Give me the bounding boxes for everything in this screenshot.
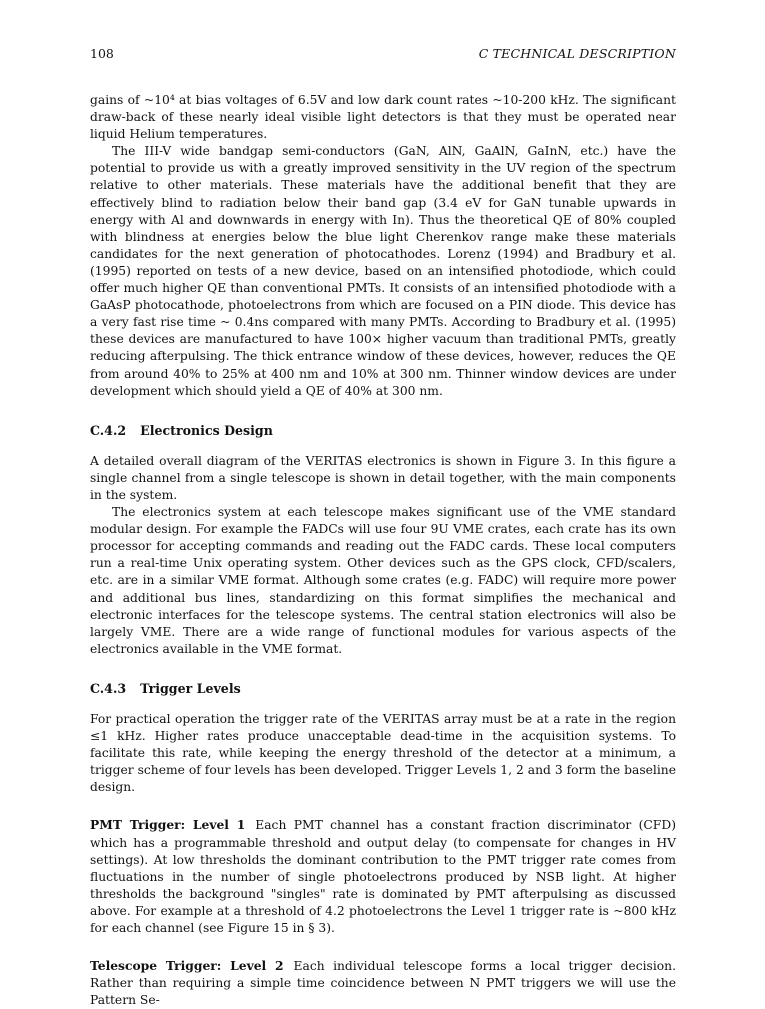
paragraph: For practical operation the trigger rate of the VERITAS array must be at a rate in the region ≤1 kHz. Higher rates produce unacceptable dead-time in the acquisition systems. To facilitate this rate, while keeping the energy threshold of the detector at a minimum, a trigger scheme of four levels has been developed. Trigger Levels 1, 2 and 3 form the baseline design. [90, 712, 676, 795]
page-number: 108 [90, 46, 114, 61]
paragraph-text: Each PMT channel has a constant fraction discriminator (CFD) which has a programmable threshold and output delay (to compensate for changes in HV settings). At low thresholds the dominant contribution to the PMT trigger rate comes from fluctuations in the number of single photoelectrons produced by NSB light. At higher thresholds the background "singles" rate is dominated by PMT afterpulsing as discussed above. For example at a threshold of 4.2 photoelectrons the Level 1 trigger rate is ~800 kHz for each channel (see Figure 15 in § 3). [90, 818, 676, 936]
section-number: C.4.2 [90, 422, 127, 438]
section-heading-c42 [90, 422, 676, 439]
body-text [90, 92, 676, 1009]
paragraph: The electronics system at each telescope makes significant use of the VME standard modular design. For example the FADCs will use four 9U VME crates, each crate has its own processor for accepting commands and reading out the FADC cards. These local computers run a real-time Unix operating system. Other devices such as the GPS clock, CFD/scalers, etc. are in a similar VME format. Although some crates (e.g. FADC) will require more power and additional bus lines, standardizing on this format simplifies the mechanical and electronic interfaces for the telescope systems. The central station electronics will also be largely VME. There are a wide range of functional modules for various aspects of the electronics available in the VME format. [90, 505, 676, 656]
paragraph: gains of ~10⁴ at bias voltages of 6.5V and low dark count rates ~10-200 kHz. The significant draw-back of these nearly ideal visible light detectors is that they must be operated near liquid Helium temperatures. [90, 93, 676, 142]
paragraph-text: Each individual telescope forms a local trigger decision. Rather than requiring a simple time coincidence between N PMT triggers we will use the Pattern Se- [90, 959, 677, 1008]
paragraph-telescope-trigger [90, 957, 676, 1009]
section-title: Electronics Design [140, 422, 273, 438]
paragraph-pmt-trigger [90, 816, 676, 937]
running-title: C TECHNICAL DESCRIPTION [478, 46, 676, 61]
runin-heading: PMT Trigger: Level 1 [90, 817, 246, 833]
section-title: Trigger Levels [140, 680, 241, 696]
paragraph: A detailed overall diagram of the VERITAS electronics is shown in Figure 3. In this figure a single channel from a single telescope is shown in detail together, with the main components in the system. [90, 453, 676, 502]
section-number: C.4.3 [90, 680, 127, 696]
running-header [90, 46, 676, 64]
runin-heading: Telescope Trigger: Level 2 [90, 958, 284, 974]
paragraph: The III-V wide bandgap semi-conductors (GaN, AlN, GaAlN, GaInN, etc.) have the potential to provide us with a greatly improved sensitivity in the UV region of the spectrum relative to other materials. These materials have the additional benefit that they are effectively blind to radiation below their band gap (3.4 eV for GaN tunable upwards in energy with Al and downwards in energy with In). Thus the theoretical QE of 80% coupled with blindness at energies below the blue light Cherenkov range make these materials candidates for the next generation of photocathodes. Lorenz (1994) and Bradbury et al. (1995) reported on tests of a new device, based on an intensified photodiode, which could offer much higher QE than conventional PMTs. It consists of an intensified photodiode with a GaAsP photocathode, photoelectrons from which are focused on a PIN diode. This device has a very fast rise time ~ 0.4ns compared with many PMTs. According to Bradbury et al. (1995) these devices are manufactured to have 100× higher vacuum than traditional PMTs, greatly reducing afterpulsing. The thick entrance window of these devices, however, reduces the QE from around 40% to 25% at 400 nm and 10% at 300 nm. Thinner window devices are under development which should yield a QE of 40% at 300 nm. [90, 144, 676, 398]
section-heading-c43 [90, 680, 676, 697]
